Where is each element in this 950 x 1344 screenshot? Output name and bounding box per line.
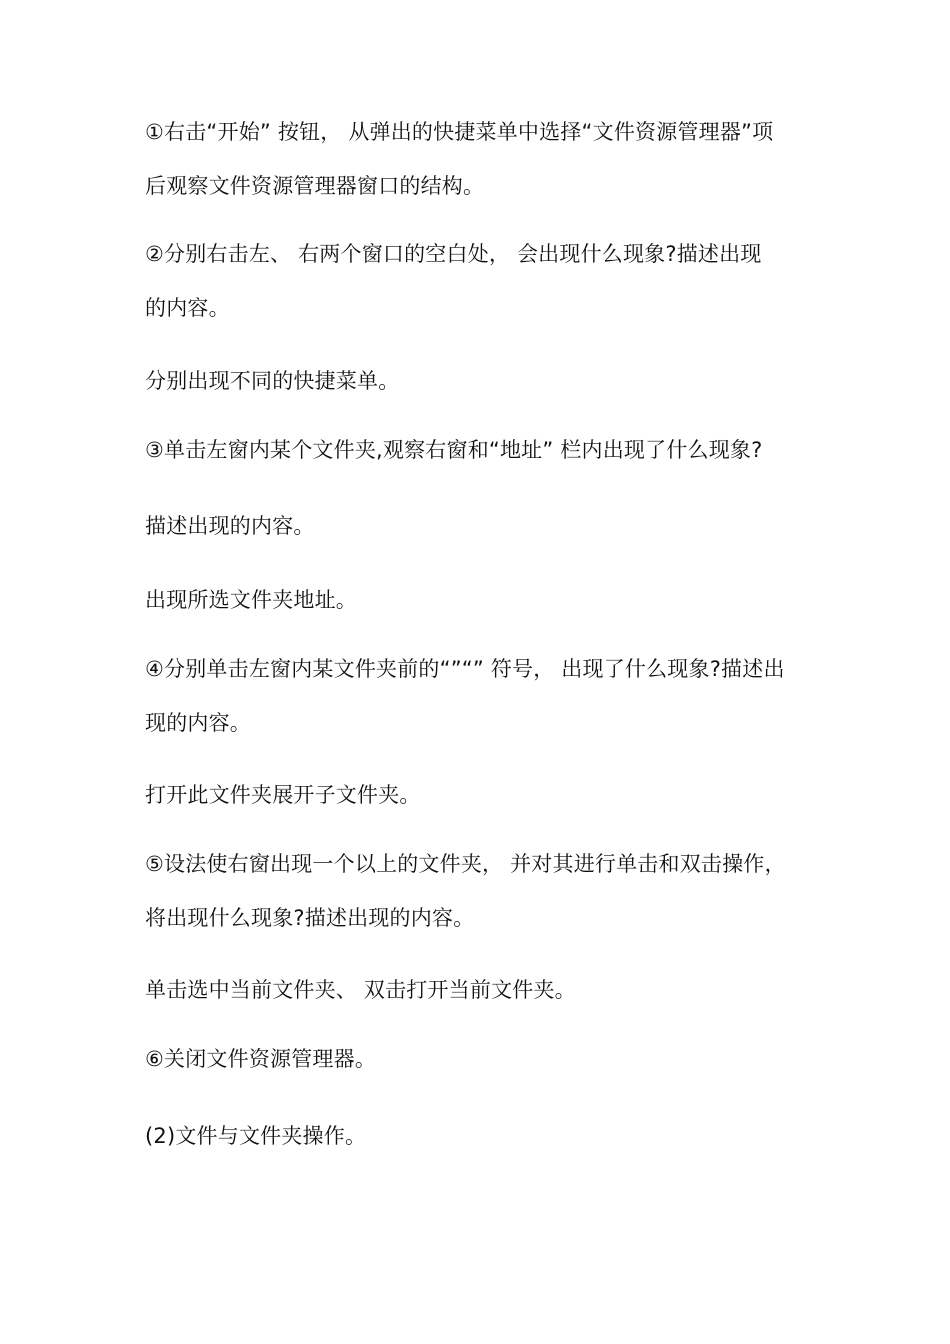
- text-line: ②分别右击左、 右两个窗口的空白处， 会出现什么现象?描述出现: [145, 242, 762, 266]
- text-line: (2)文件与文件夹操作。: [145, 1124, 367, 1148]
- text-line: 现的内容。: [145, 711, 251, 735]
- text-line: 后观察文件资源管理器窗口的结构。: [145, 174, 485, 198]
- text-line: 打开此文件夹展开子文件夹。: [145, 783, 421, 807]
- text-line: ③单击左窗内某个文件夹,观察右窗和“地址” 栏内出现了什么现象?: [145, 438, 763, 462]
- text-line: 出现所选文件夹地址。: [145, 588, 357, 612]
- text-line: 的内容。: [145, 296, 230, 320]
- text-line: 描述出现的内容。: [145, 514, 315, 538]
- text-line: 将出现什么现象?描述出现的内容。: [145, 906, 475, 930]
- text-line: ④分别单击左窗内某文件夹前的“”“” 符号， 出现了什么现象?描述出: [145, 657, 785, 681]
- text-line: 分别出现不同的快捷菜单。: [145, 369, 400, 393]
- text-line: ⑤设法使右窗出现一个以上的文件夹， 并对其进行单击和双击操作，: [145, 852, 786, 876]
- text-line: ⑥关闭文件资源管理器。: [145, 1047, 377, 1071]
- text-line: 单击选中当前文件夹、 双击打开当前文件夹。: [145, 978, 576, 1002]
- text-line: ①右击“开始” 按钮， 从弹出的快捷菜单中选择“文件资源管理器”项: [145, 120, 774, 144]
